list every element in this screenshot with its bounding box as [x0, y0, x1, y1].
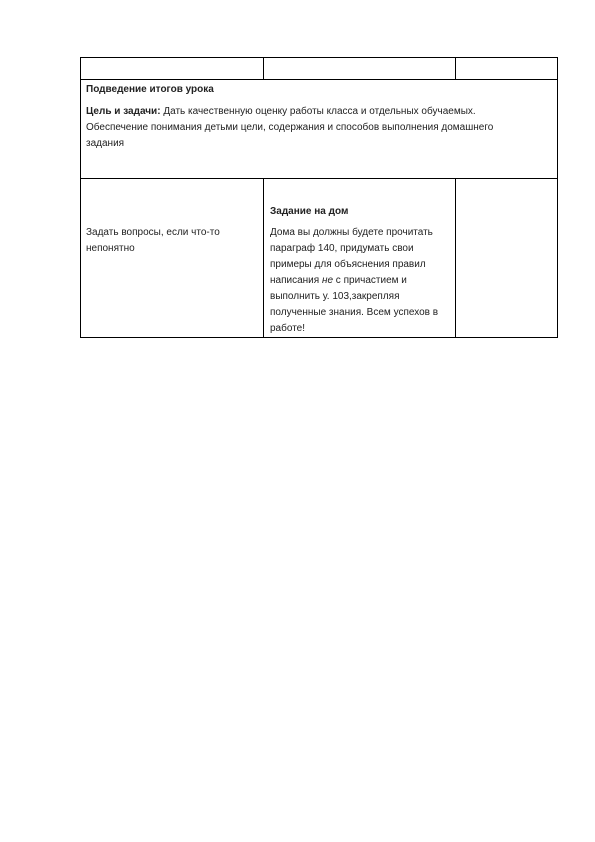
homework-text-part1: Дома вы должны будете прочитать параграф 140, придумать свои примеры для объяснения правил написания	[270, 227, 433, 286]
summary-heading: Подведение итогов урока	[86, 84, 214, 95]
lesson-table	[80, 57, 558, 338]
homework-title: Задание на дом	[270, 206, 349, 217]
questions-text: Задать вопросы, если что-то непонятно	[86, 227, 220, 254]
goals-label: Цель и задачи:	[86, 106, 161, 117]
table-border-left	[80, 57, 81, 338]
table-col-divider	[263, 178, 264, 338]
table-col-divider	[455, 178, 456, 338]
homework-text-italic: не	[321, 275, 334, 286]
table-border-bottom	[80, 337, 558, 338]
goals-text: Дать качественную оценку работы класса и отдельных обучаемых. Обеспечение понимания детьми цели, содержания и способов выполнения домашнего задания	[86, 106, 494, 149]
table-row-divider	[80, 178, 558, 179]
summary-goals	[86, 104, 526, 152]
table-col-divider	[455, 57, 456, 80]
table-row-divider	[80, 79, 558, 80]
table-border-right	[557, 57, 558, 338]
homework-text	[270, 225, 452, 337]
homework-text-part2: с причастием и выполнить у. 103,закрепляя полученные знания. Всем успехов в работе!	[270, 275, 439, 334]
table-col-divider	[263, 57, 264, 80]
table-border-top	[80, 57, 558, 58]
